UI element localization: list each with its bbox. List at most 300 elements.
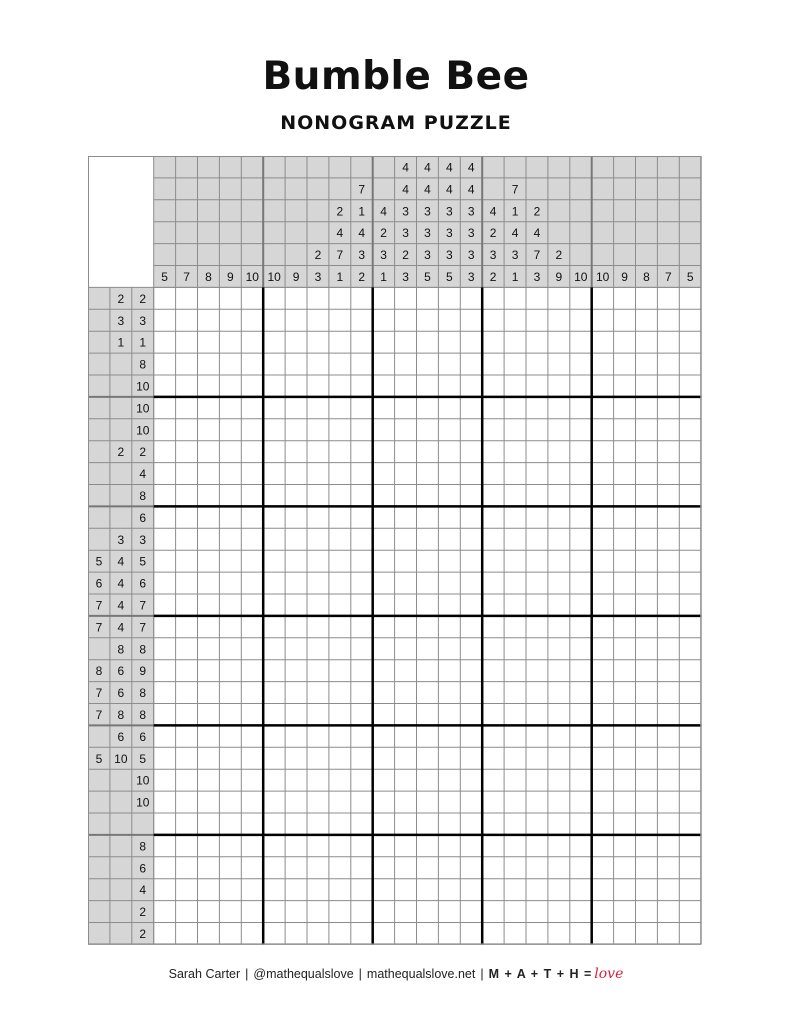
grid-cell[interactable] xyxy=(504,879,526,901)
grid-cell[interactable] xyxy=(307,879,329,901)
grid-cell[interactable] xyxy=(329,309,351,331)
grid-cell[interactable] xyxy=(241,463,263,485)
grid-cell[interactable] xyxy=(548,353,570,375)
grid-cell[interactable] xyxy=(198,572,220,594)
grid-cell[interactable] xyxy=(504,901,526,923)
grid-cell[interactable] xyxy=(526,375,548,397)
grid-cell[interactable] xyxy=(636,835,658,857)
grid-cell[interactable] xyxy=(460,857,482,879)
grid-cell[interactable] xyxy=(460,441,482,463)
grid-cell[interactable] xyxy=(614,463,636,485)
grid-cell[interactable] xyxy=(657,791,679,813)
grid-cell[interactable] xyxy=(679,901,701,923)
grid-cell[interactable] xyxy=(373,309,395,331)
grid-cell[interactable] xyxy=(438,463,460,485)
grid-cell[interactable] xyxy=(351,901,373,923)
grid-cell[interactable] xyxy=(636,463,658,485)
grid-cell[interactable] xyxy=(285,375,307,397)
grid-cell[interactable] xyxy=(154,287,176,309)
grid-cell[interactable] xyxy=(373,550,395,572)
grid-cell[interactable] xyxy=(263,813,285,835)
grid-cell[interactable] xyxy=(592,682,614,704)
grid-cell[interactable] xyxy=(504,725,526,747)
grid-cell[interactable] xyxy=(176,725,198,747)
grid-cell[interactable] xyxy=(679,638,701,660)
grid-cell[interactable] xyxy=(679,331,701,353)
grid-cell[interactable] xyxy=(614,375,636,397)
grid-cell[interactable] xyxy=(438,485,460,507)
grid-cell[interactable] xyxy=(351,572,373,594)
grid-cell[interactable] xyxy=(548,813,570,835)
grid-cell[interactable] xyxy=(307,550,329,572)
grid-cell[interactable] xyxy=(460,769,482,791)
grid-cell[interactable] xyxy=(548,638,570,660)
grid-cell[interactable] xyxy=(679,704,701,726)
grid-cell[interactable] xyxy=(679,682,701,704)
grid-cell[interactable] xyxy=(176,616,198,638)
grid-cell[interactable] xyxy=(548,441,570,463)
grid-cell[interactable] xyxy=(154,769,176,791)
grid-cell[interactable] xyxy=(460,397,482,419)
grid-cell[interactable] xyxy=(263,309,285,331)
grid-cell[interactable] xyxy=(636,485,658,507)
grid-cell[interactable] xyxy=(570,704,592,726)
grid-cell[interactable] xyxy=(351,791,373,813)
grid-cell[interactable] xyxy=(657,309,679,331)
grid-cell[interactable] xyxy=(351,485,373,507)
grid-cell[interactable] xyxy=(417,747,439,769)
grid-cell[interactable] xyxy=(636,857,658,879)
grid-cell[interactable] xyxy=(329,638,351,660)
grid-cell[interactable] xyxy=(176,901,198,923)
grid-cell[interactable] xyxy=(417,879,439,901)
grid-cell[interactable] xyxy=(657,594,679,616)
grid-cell[interactable] xyxy=(307,506,329,528)
grid-cell[interactable] xyxy=(548,528,570,550)
grid-cell[interactable] xyxy=(395,550,417,572)
grid-cell[interactable] xyxy=(176,638,198,660)
grid-cell[interactable] xyxy=(570,879,592,901)
grid-cell[interactable] xyxy=(679,528,701,550)
grid-cell[interactable] xyxy=(679,309,701,331)
grid-cell[interactable] xyxy=(614,287,636,309)
grid-cell[interactable] xyxy=(679,506,701,528)
grid-cell[interactable] xyxy=(657,353,679,375)
grid-cell[interactable] xyxy=(482,769,504,791)
grid-cell[interactable] xyxy=(526,397,548,419)
grid-cell[interactable] xyxy=(504,791,526,813)
grid-cell[interactable] xyxy=(636,331,658,353)
grid-cell[interactable] xyxy=(482,419,504,441)
grid-cell[interactable] xyxy=(614,901,636,923)
grid-cell[interactable] xyxy=(351,704,373,726)
grid-cell[interactable] xyxy=(395,616,417,638)
grid-cell[interactable] xyxy=(351,747,373,769)
grid-cell[interactable] xyxy=(329,353,351,375)
grid-cell[interactable] xyxy=(438,769,460,791)
grid-cell[interactable] xyxy=(438,375,460,397)
grid-cell[interactable] xyxy=(329,725,351,747)
grid-cell[interactable] xyxy=(373,660,395,682)
grid-cell[interactable] xyxy=(241,682,263,704)
grid-cell[interactable] xyxy=(395,923,417,945)
grid-cell[interactable] xyxy=(351,660,373,682)
grid-cell[interactable] xyxy=(592,769,614,791)
grid-cell[interactable] xyxy=(263,857,285,879)
grid-cell[interactable] xyxy=(417,331,439,353)
grid-cell[interactable] xyxy=(592,506,614,528)
grid-cell[interactable] xyxy=(329,463,351,485)
grid-cell[interactable] xyxy=(504,616,526,638)
grid-cell[interactable] xyxy=(504,638,526,660)
grid-cell[interactable] xyxy=(548,287,570,309)
grid-cell[interactable] xyxy=(548,791,570,813)
grid-cell[interactable] xyxy=(417,572,439,594)
grid-cell[interactable] xyxy=(329,747,351,769)
grid-cell[interactable] xyxy=(614,660,636,682)
grid-cell[interactable] xyxy=(570,813,592,835)
grid-cell[interactable] xyxy=(176,550,198,572)
grid-cell[interactable] xyxy=(285,857,307,879)
grid-cell[interactable] xyxy=(351,682,373,704)
grid-cell[interactable] xyxy=(198,638,220,660)
grid-cell[interactable] xyxy=(570,528,592,550)
grid-cell[interactable] xyxy=(592,397,614,419)
grid-cell[interactable] xyxy=(657,857,679,879)
grid-cell[interactable] xyxy=(526,528,548,550)
grid-cell[interactable] xyxy=(198,506,220,528)
grid-cell[interactable] xyxy=(679,791,701,813)
grid-cell[interactable] xyxy=(263,331,285,353)
grid-cell[interactable] xyxy=(373,769,395,791)
grid-cell[interactable] xyxy=(154,747,176,769)
grid-cell[interactable] xyxy=(154,353,176,375)
grid-cell[interactable] xyxy=(438,660,460,682)
grid-cell[interactable] xyxy=(373,725,395,747)
grid-cell[interactable] xyxy=(592,463,614,485)
grid-cell[interactable] xyxy=(307,616,329,638)
grid-cell[interactable] xyxy=(329,791,351,813)
grid-cell[interactable] xyxy=(219,769,241,791)
grid-cell[interactable] xyxy=(198,704,220,726)
grid-cell[interactable] xyxy=(373,616,395,638)
grid-cell[interactable] xyxy=(460,506,482,528)
grid-cell[interactable] xyxy=(526,287,548,309)
grid-cell[interactable] xyxy=(438,309,460,331)
grid-cell[interactable] xyxy=(219,419,241,441)
grid-cell[interactable] xyxy=(504,506,526,528)
grid-cell[interactable] xyxy=(219,638,241,660)
grid-cell[interactable] xyxy=(526,813,548,835)
grid-cell[interactable] xyxy=(636,682,658,704)
grid-cell[interactable] xyxy=(438,287,460,309)
grid-cell[interactable] xyxy=(285,572,307,594)
grid-cell[interactable] xyxy=(198,923,220,945)
grid-cell[interactable] xyxy=(504,747,526,769)
grid-cell[interactable] xyxy=(395,725,417,747)
grid-cell[interactable] xyxy=(679,572,701,594)
grid-cell[interactable] xyxy=(154,660,176,682)
grid-cell[interactable] xyxy=(482,704,504,726)
grid-cell[interactable] xyxy=(373,528,395,550)
grid-cell[interactable] xyxy=(351,419,373,441)
grid-cell[interactable] xyxy=(636,528,658,550)
grid-cell[interactable] xyxy=(570,769,592,791)
grid-cell[interactable] xyxy=(373,375,395,397)
grid-cell[interactable] xyxy=(482,857,504,879)
grid-cell[interactable] xyxy=(241,375,263,397)
grid-cell[interactable] xyxy=(263,879,285,901)
grid-cell[interactable] xyxy=(329,682,351,704)
grid-cell[interactable] xyxy=(176,879,198,901)
grid-cell[interactable] xyxy=(679,725,701,747)
grid-cell[interactable] xyxy=(438,704,460,726)
grid-cell[interactable] xyxy=(307,638,329,660)
grid-cell[interactable] xyxy=(154,528,176,550)
grid-cell[interactable] xyxy=(636,397,658,419)
grid-cell[interactable] xyxy=(373,813,395,835)
grid-cell[interactable] xyxy=(614,704,636,726)
grid-cell[interactable] xyxy=(504,682,526,704)
grid-cell[interactable] xyxy=(570,309,592,331)
grid-cell[interactable] xyxy=(241,550,263,572)
grid-cell[interactable] xyxy=(438,528,460,550)
grid-cell[interactable] xyxy=(679,550,701,572)
grid-cell[interactable] xyxy=(395,331,417,353)
grid-cell[interactable] xyxy=(154,441,176,463)
grid-cell[interactable] xyxy=(460,879,482,901)
grid-cell[interactable] xyxy=(307,594,329,616)
grid-cell[interactable] xyxy=(395,835,417,857)
grid-cell[interactable] xyxy=(263,682,285,704)
grid-cell[interactable] xyxy=(657,419,679,441)
grid-cell[interactable] xyxy=(570,923,592,945)
grid-cell[interactable] xyxy=(636,441,658,463)
grid-cell[interactable] xyxy=(198,397,220,419)
grid-cell[interactable] xyxy=(198,353,220,375)
grid-cell[interactable] xyxy=(307,791,329,813)
grid-cell[interactable] xyxy=(614,309,636,331)
grid-cell[interactable] xyxy=(614,923,636,945)
grid-cell[interactable] xyxy=(176,682,198,704)
grid-cell[interactable] xyxy=(351,857,373,879)
grid-cell[interactable] xyxy=(526,747,548,769)
grid-cell[interactable] xyxy=(219,485,241,507)
grid-cell[interactable] xyxy=(548,879,570,901)
grid-cell[interactable] xyxy=(570,747,592,769)
grid-cell[interactable] xyxy=(198,441,220,463)
grid-cell[interactable] xyxy=(504,419,526,441)
grid-cell[interactable] xyxy=(592,813,614,835)
grid-cell[interactable] xyxy=(395,704,417,726)
grid-cell[interactable] xyxy=(482,813,504,835)
grid-cell[interactable] xyxy=(636,879,658,901)
grid-cell[interactable] xyxy=(657,287,679,309)
grid-cell[interactable] xyxy=(679,419,701,441)
grid-cell[interactable] xyxy=(329,813,351,835)
grid-cell[interactable] xyxy=(438,638,460,660)
grid-cell[interactable] xyxy=(329,594,351,616)
grid-cell[interactable] xyxy=(570,287,592,309)
grid-cell[interactable] xyxy=(570,682,592,704)
grid-cell[interactable] xyxy=(154,879,176,901)
grid-cell[interactable] xyxy=(373,879,395,901)
grid-cell[interactable] xyxy=(504,660,526,682)
grid-cell[interactable] xyxy=(460,791,482,813)
grid-cell[interactable] xyxy=(570,550,592,572)
grid-cell[interactable] xyxy=(417,616,439,638)
grid-cell[interactable] xyxy=(198,813,220,835)
grid-cell[interactable] xyxy=(154,572,176,594)
grid-cell[interactable] xyxy=(285,660,307,682)
grid-cell[interactable] xyxy=(176,528,198,550)
grid-cell[interactable] xyxy=(504,528,526,550)
grid-cell[interactable] xyxy=(373,901,395,923)
grid-cell[interactable] xyxy=(219,857,241,879)
grid-cell[interactable] xyxy=(657,923,679,945)
grid-cell[interactable] xyxy=(548,331,570,353)
grid-cell[interactable] xyxy=(263,463,285,485)
grid-cell[interactable] xyxy=(636,660,658,682)
grid-cell[interactable] xyxy=(307,397,329,419)
grid-cell[interactable] xyxy=(285,353,307,375)
grid-cell[interactable] xyxy=(570,463,592,485)
grid-cell[interactable] xyxy=(526,835,548,857)
grid-cell[interactable] xyxy=(285,441,307,463)
grid-cell[interactable] xyxy=(504,769,526,791)
grid-cell[interactable] xyxy=(460,725,482,747)
grid-cell[interactable] xyxy=(154,791,176,813)
grid-cell[interactable] xyxy=(285,879,307,901)
grid-cell[interactable] xyxy=(219,528,241,550)
grid-cell[interactable] xyxy=(548,594,570,616)
grid-cell[interactable] xyxy=(395,572,417,594)
grid-cell[interactable] xyxy=(154,550,176,572)
grid-cell[interactable] xyxy=(417,375,439,397)
grid-cell[interactable] xyxy=(504,835,526,857)
grid-cell[interactable] xyxy=(198,485,220,507)
grid-cell[interactable] xyxy=(657,397,679,419)
grid-cell[interactable] xyxy=(417,638,439,660)
grid-cell[interactable] xyxy=(504,704,526,726)
grid-cell[interactable] xyxy=(395,375,417,397)
grid-cell[interactable] xyxy=(241,572,263,594)
grid-cell[interactable] xyxy=(329,769,351,791)
grid-cell[interactable] xyxy=(460,660,482,682)
grid-cell[interactable] xyxy=(592,835,614,857)
grid-cell[interactable] xyxy=(395,857,417,879)
grid-cell[interactable] xyxy=(657,747,679,769)
grid-cell[interactable] xyxy=(219,287,241,309)
grid-cell[interactable] xyxy=(373,397,395,419)
grid-cell[interactable] xyxy=(417,791,439,813)
grid-cell[interactable] xyxy=(438,747,460,769)
grid-cell[interactable] xyxy=(504,923,526,945)
grid-cell[interactable] xyxy=(570,901,592,923)
grid-cell[interactable] xyxy=(614,813,636,835)
grid-cell[interactable] xyxy=(657,528,679,550)
grid-cell[interactable] xyxy=(329,835,351,857)
grid-cell[interactable] xyxy=(241,309,263,331)
grid-cell[interactable] xyxy=(526,704,548,726)
grid-cell[interactable] xyxy=(176,660,198,682)
grid-cell[interactable] xyxy=(482,463,504,485)
grid-cell[interactable] xyxy=(679,397,701,419)
grid-cell[interactable] xyxy=(329,572,351,594)
grid-cell[interactable] xyxy=(219,923,241,945)
grid-cell[interactable] xyxy=(329,441,351,463)
grid-cell[interactable] xyxy=(219,463,241,485)
grid-cell[interactable] xyxy=(570,419,592,441)
grid-cell[interactable] xyxy=(307,660,329,682)
grid-cell[interactable] xyxy=(460,309,482,331)
grid-cell[interactable] xyxy=(417,353,439,375)
grid-cell[interactable] xyxy=(482,616,504,638)
grid-cell[interactable] xyxy=(438,901,460,923)
grid-cell[interactable] xyxy=(460,616,482,638)
grid-cell[interactable] xyxy=(285,463,307,485)
grid-cell[interactable] xyxy=(373,331,395,353)
grid-cell[interactable] xyxy=(438,397,460,419)
grid-cell[interactable] xyxy=(657,704,679,726)
grid-cell[interactable] xyxy=(592,901,614,923)
grid-cell[interactable] xyxy=(351,353,373,375)
grid-cell[interactable] xyxy=(351,813,373,835)
grid-cell[interactable] xyxy=(154,813,176,835)
grid-cell[interactable] xyxy=(614,791,636,813)
grid-cell[interactable] xyxy=(438,857,460,879)
grid-cell[interactable] xyxy=(679,923,701,945)
grid-cell[interactable] xyxy=(482,923,504,945)
grid-cell[interactable] xyxy=(548,901,570,923)
grid-cell[interactable] xyxy=(526,485,548,507)
grid-cell[interactable] xyxy=(198,857,220,879)
grid-cell[interactable] xyxy=(679,287,701,309)
grid-cell[interactable] xyxy=(636,616,658,638)
grid-cell[interactable] xyxy=(679,769,701,791)
grid-cell[interactable] xyxy=(636,638,658,660)
grid-cell[interactable] xyxy=(154,725,176,747)
grid-cell[interactable] xyxy=(679,660,701,682)
grid-cell[interactable] xyxy=(176,331,198,353)
grid-cell[interactable] xyxy=(460,528,482,550)
grid-cell[interactable] xyxy=(329,528,351,550)
grid-cell[interactable] xyxy=(263,791,285,813)
grid-cell[interactable] xyxy=(417,287,439,309)
grid-cell[interactable] xyxy=(614,725,636,747)
grid-cell[interactable] xyxy=(285,682,307,704)
grid-cell[interactable] xyxy=(636,791,658,813)
grid-cell[interactable] xyxy=(329,375,351,397)
grid-cell[interactable] xyxy=(307,901,329,923)
grid-cell[interactable] xyxy=(438,813,460,835)
grid-cell[interactable] xyxy=(417,682,439,704)
grid-cell[interactable] xyxy=(548,463,570,485)
grid-cell[interactable] xyxy=(636,725,658,747)
grid-cell[interactable] xyxy=(219,835,241,857)
grid-cell[interactable] xyxy=(636,309,658,331)
grid-cell[interactable] xyxy=(614,879,636,901)
grid-cell[interactable] xyxy=(592,419,614,441)
grid-cell[interactable] xyxy=(548,616,570,638)
grid-cell[interactable] xyxy=(526,463,548,485)
grid-cell[interactable] xyxy=(417,485,439,507)
grid-cell[interactable] xyxy=(176,704,198,726)
grid-cell[interactable] xyxy=(438,506,460,528)
grid-cell[interactable] xyxy=(679,616,701,638)
grid-cell[interactable] xyxy=(504,550,526,572)
grid-cell[interactable] xyxy=(570,485,592,507)
